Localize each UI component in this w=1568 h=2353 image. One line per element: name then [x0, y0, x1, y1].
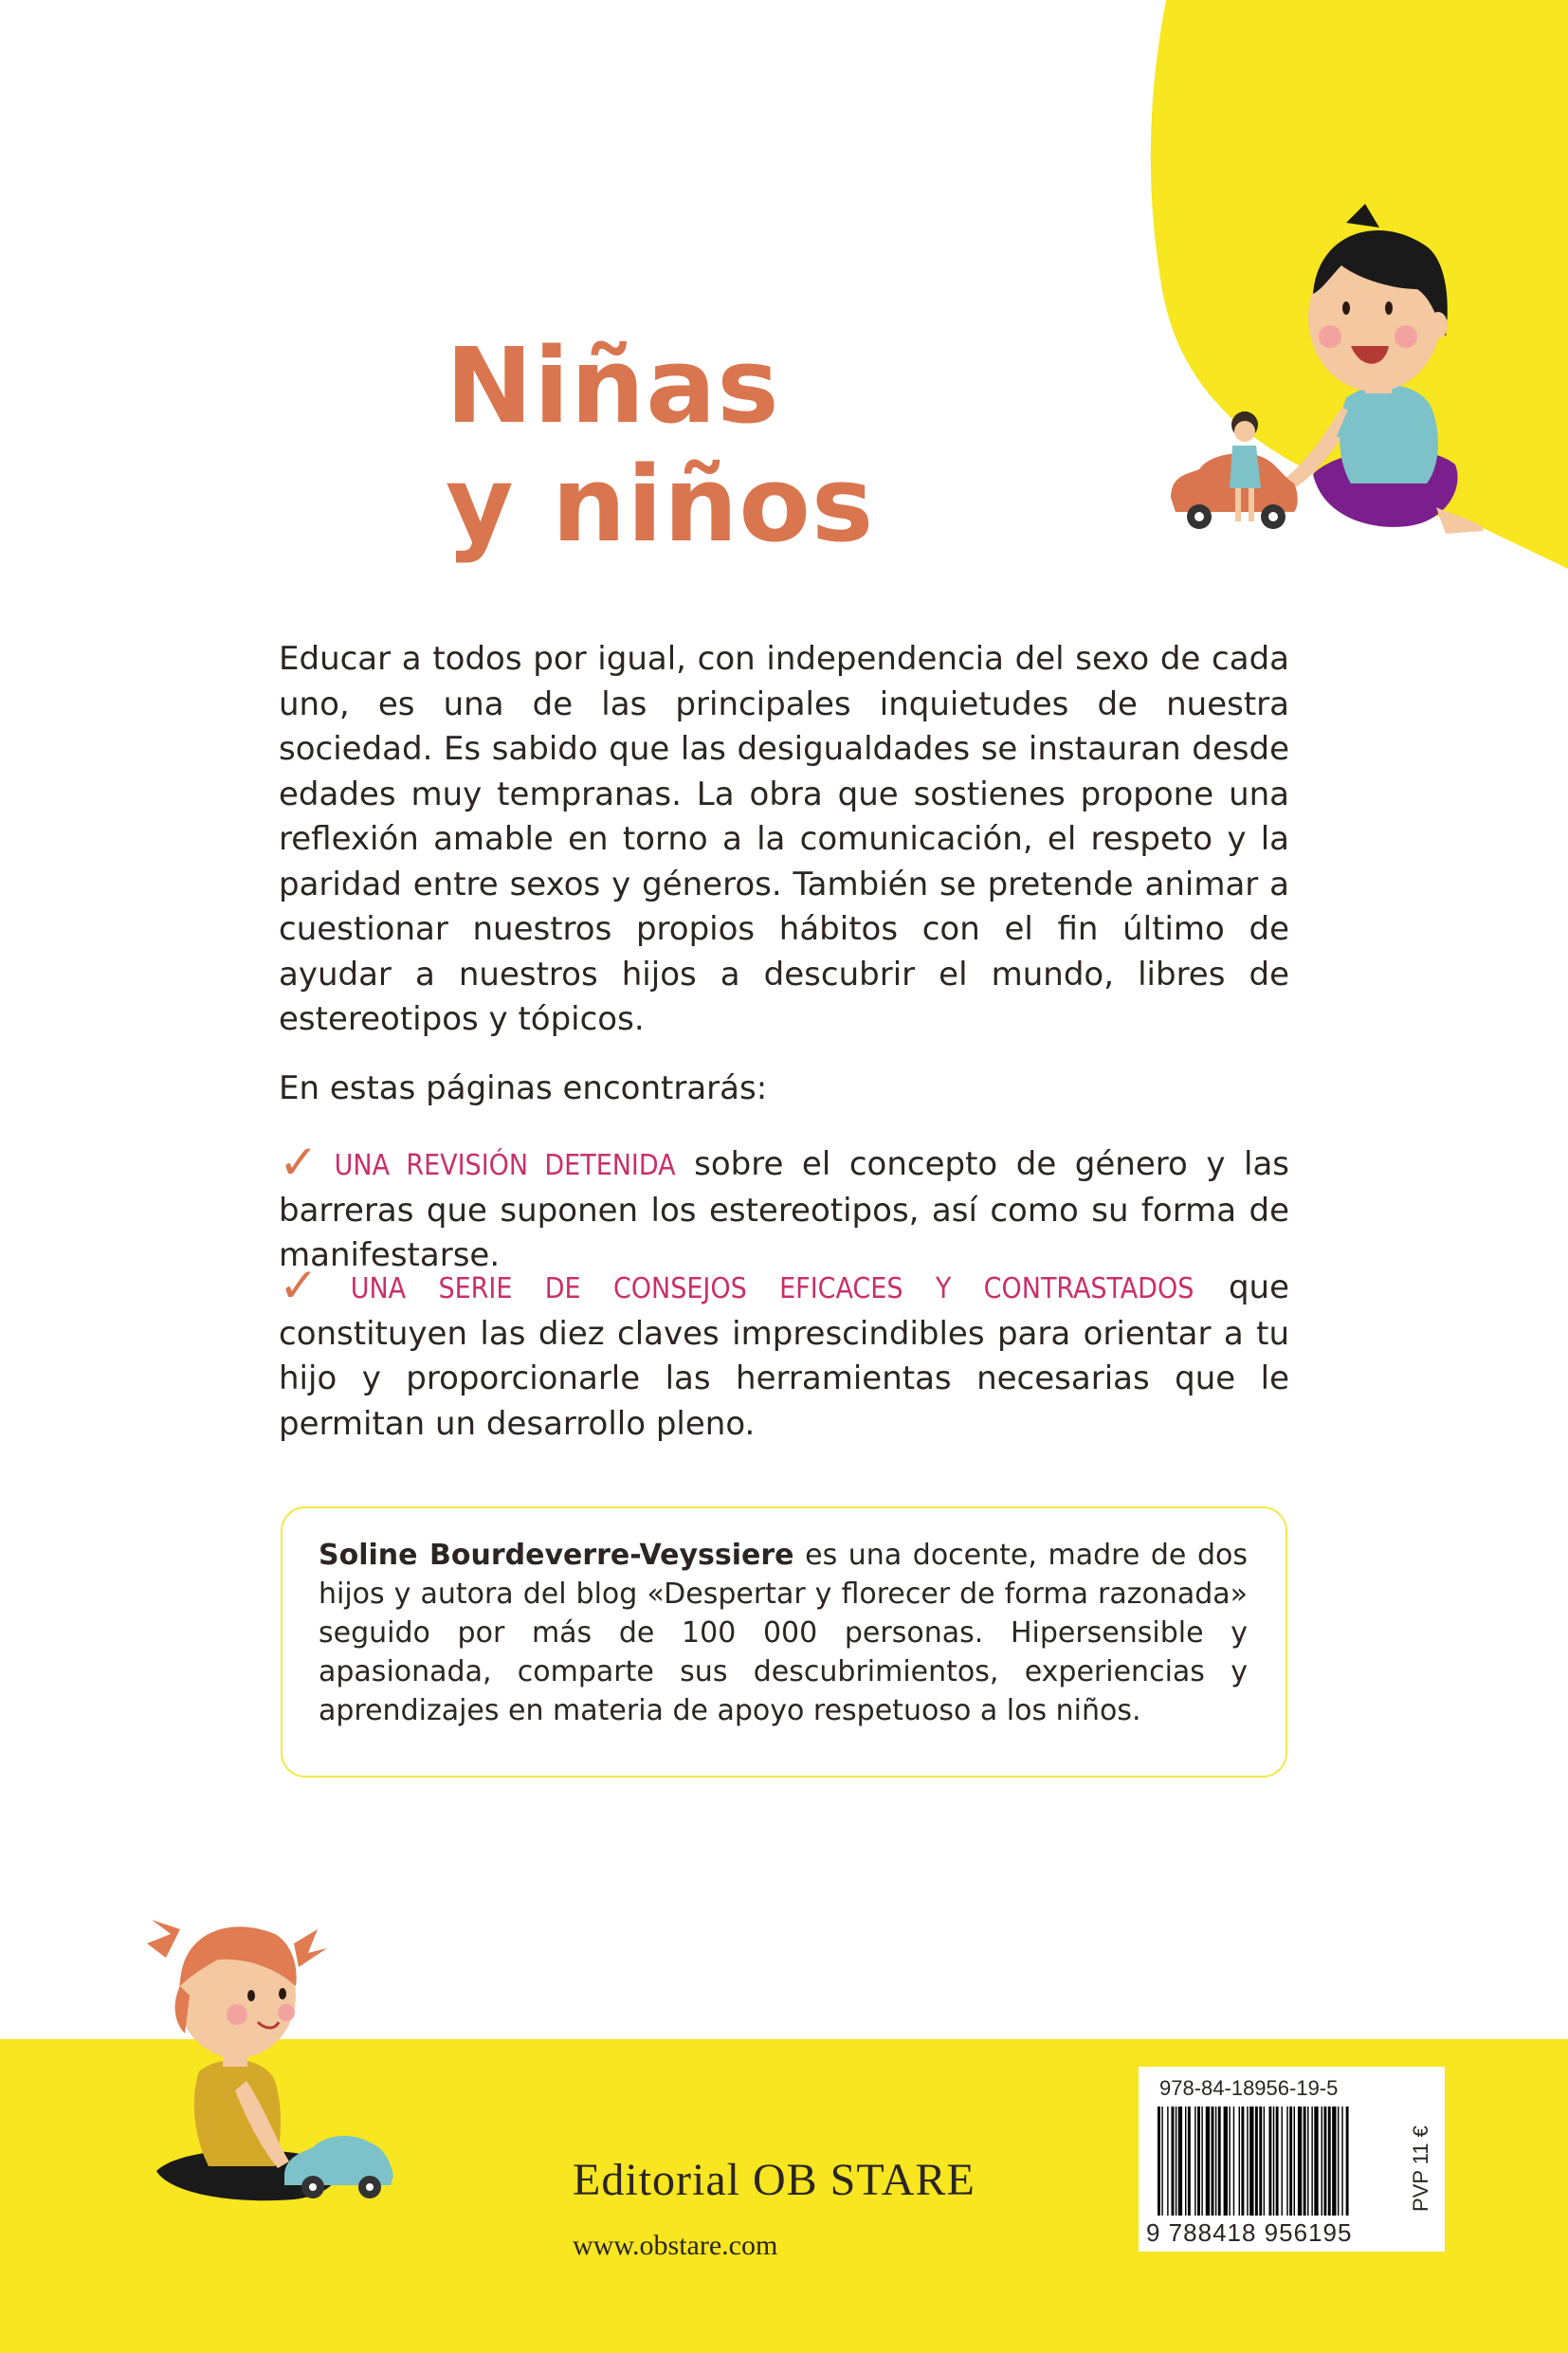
barcode-bar [1314, 2107, 1318, 2216]
barcode-bar [1289, 2107, 1292, 2216]
barcode-bar [1249, 2107, 1253, 2216]
barcode-bar [1161, 2107, 1162, 2216]
barcode-bar [1197, 2107, 1200, 2216]
isbn-bottom: 9 788418 956195 [1146, 2218, 1353, 2247]
author-bio-text: es una docente, madre de dos hijos y autora del blog «Despertar y florecer de forma razonada» seguido por más de 100 000 personas. Hipersensible y apasionada, comparte sus descubrimientos, experiencias y aprendizajes en materia de apoyo respetuoso a los niños. [319, 1539, 1248, 1727]
bullet-highlight: UNA REVISIÓN DETENIDA [334, 1149, 676, 1182]
author-bio [319, 1536, 1248, 1730]
barcode-bar [1185, 2107, 1186, 2216]
check-icon: ✓ [279, 1135, 327, 1190]
bullet-item [279, 1135, 1289, 1279]
author-name: Soline Bourdeverre-Veyssiere [319, 1539, 794, 1572]
barcode-bar [1328, 2107, 1331, 2216]
barcode-bar [1201, 2107, 1202, 2216]
barcode-bar [1229, 2107, 1230, 2216]
barcode-bar [1298, 2107, 1302, 2216]
bullets-intro: En estas páginas encontrarás: [279, 1069, 768, 1107]
barcode-bar [1158, 2107, 1160, 2216]
bullet-highlight: UNA SERIE DE CONSEJOS EFICACES Y CONTRASTADOS [350, 1272, 1194, 1305]
title-line-1: Niñas [446, 325, 780, 447]
barcode-bar [1206, 2107, 1210, 2216]
barcode-bar [1286, 2107, 1287, 2216]
title-line-2: y niños [446, 444, 875, 565]
barcode-bar [1218, 2107, 1221, 2216]
barcode-bar [1239, 2107, 1240, 2216]
barcode-bar [1276, 2107, 1279, 2216]
barcode-bar [1224, 2107, 1228, 2216]
barcode-bar [1304, 2107, 1306, 2216]
barcode-bar [1307, 2107, 1308, 2216]
barcode-bar [1341, 2107, 1342, 2216]
boy-playing-illustration [1161, 204, 1512, 545]
bullet-text: que constituyen las diez claves imprescindibles para orientar a tu hijo y proporcionarle las herramientas necesarias que le permitan un desarrollo pleno. [279, 1268, 1289, 1443]
barcode-bar [1188, 2107, 1191, 2216]
barcode-bar [1172, 2107, 1175, 2216]
barcode-bar [1311, 2107, 1312, 2216]
barcode-box [1139, 2067, 1445, 2252]
barcode-bar [1273, 2107, 1274, 2216]
isbn-top: 978-84-18956-19-5 [1159, 2076, 1339, 2100]
barcode-bar [1332, 2107, 1336, 2216]
barcode-bar [1259, 2107, 1262, 2216]
price-label: PVP 11 € [1409, 2125, 1432, 2212]
publisher-name: Editorial OB STARE [573, 2155, 975, 2205]
publisher-website: www.obstare.com [573, 2230, 778, 2261]
barcode-bar [1338, 2107, 1339, 2216]
barcode-bar [1167, 2107, 1168, 2216]
book-title [446, 327, 1014, 564]
description-paragraph: Educar a todos por igual, con independencia del sexo de cada uno, es una de las principales inquietudes de nuestra sociedad. Es sabido que las desigualdades se instauran desde edades muy tempranas. La obra que sostienes propone una reflexión amable en torno a la comunicación, el respeto y la paridad entre sexos y géneros. También se pretende animar a cuestionar nuestros propios hábitos con el fin último de ayudar a nuestros hijos a descubrir el mundo, libres de estereotipos y tópicos. [279, 640, 1289, 1038]
barcode-bar [1178, 2107, 1182, 2216]
barcode-bar [1241, 2107, 1244, 2216]
barcode-bar [1346, 2107, 1349, 2216]
barcode-bar [1264, 2107, 1265, 2216]
barcode-bar [1282, 2107, 1283, 2216]
barcode-bar [1215, 2107, 1216, 2216]
barcode-bar [1212, 2107, 1214, 2216]
bullet-text: sobre el concepto de género y las barreras que suponen los estereotipos, así como su forma de manifestarse. [279, 1145, 1289, 1274]
barcode-bar [1247, 2107, 1248, 2216]
barcode-bar [1323, 2107, 1326, 2216]
barcode-bars [1158, 2107, 1395, 2220]
barcode-bar [1255, 2107, 1258, 2216]
barcode-bar [1233, 2107, 1234, 2216]
barcode-bar [1194, 2107, 1195, 2216]
check-icon: ✓ [279, 1258, 343, 1313]
girl-playing-illustration [142, 1891, 408, 2214]
bullet-item [279, 1258, 1289, 1447]
barcode-bar [1294, 2107, 1295, 2216]
barcode-bar [1268, 2107, 1271, 2216]
